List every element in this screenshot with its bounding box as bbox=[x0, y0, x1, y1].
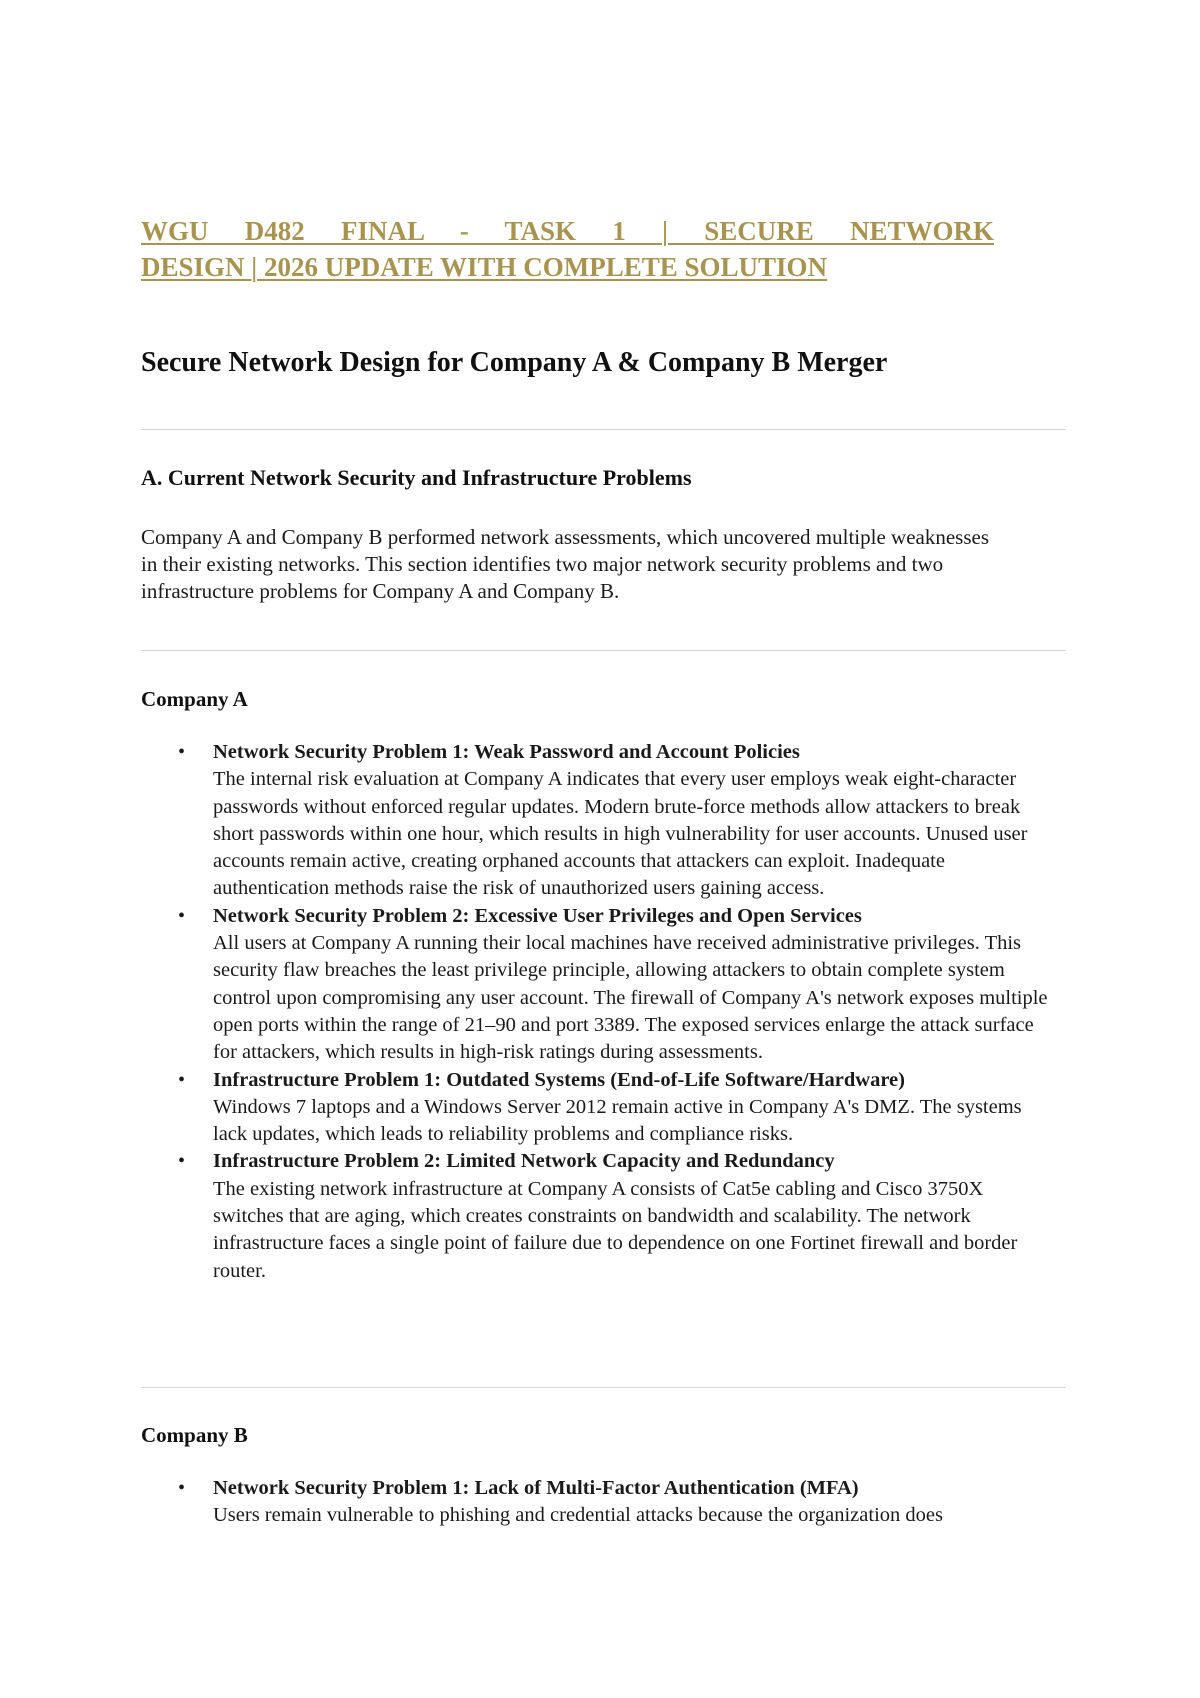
bullet-icon: • bbox=[178, 904, 186, 927]
section-divider bbox=[141, 650, 1066, 651]
problem-description: All users at Company A running their local machines have received administrative privileges. This security flaw breaches the least privilege principle, allowing attackers to obtain complete system control upon compromising any user account. The firewall of Company A's network exposes multiple open ports within the range of 21–90 and port 3389. The exposed services enlarge the attack surface for attackers, which results in high-risk ratings during assessments. bbox=[213, 932, 1048, 1064]
list-item bbox=[141, 1475, 1066, 1530]
list-item bbox=[141, 1148, 1066, 1284]
problem-title: Infrastructure Problem 1: Outdated Systems (End-of-Life Software/Hardware) bbox=[213, 1068, 905, 1091]
section-divider bbox=[141, 429, 1066, 430]
problem-description: The existing network infrastructure at Company A consists of Cat5e cabling and Cisco 3750X switches that are aging, which creates constraints on bandwidth and scalability. The network infrastructure faces a single point of failure due to dependence on one Fortinet firewall and border router. bbox=[213, 1177, 1018, 1282]
document-title bbox=[141, 213, 994, 285]
section-a-intro: Company A and Company B performed network assessments, which uncovered multiple weaknesses in their existing networks. This section identifies two major network security problems and two infrastructure problems for Company A and Company B. bbox=[141, 525, 989, 603]
problem-title: Network Security Problem 1: Weak Password and Account Policies bbox=[213, 741, 800, 763]
company-a-problem-list bbox=[141, 739, 1066, 1285]
document-title-line-2: DESIGN | 2026 UPDATE WITH COMPLETE SOLUTION bbox=[141, 252, 828, 282]
list-item bbox=[141, 1067, 1066, 1149]
document-subtitle: Secure Network Design for Company A & Company B Merger bbox=[141, 347, 888, 378]
document-title-line-1: WGU D482 FINAL - TASK 1 | SECURE NETWORK bbox=[141, 216, 994, 246]
company-b-heading: Company B bbox=[141, 1423, 248, 1447]
bullet-icon: • bbox=[178, 1150, 186, 1173]
problem-title: Infrastructure Problem 2: Limited Network Capacity and Redundancy bbox=[213, 1150, 835, 1173]
problem-title: Network Security Problem 1: Lack of Multi-Factor Authentication (MFA) bbox=[213, 1477, 859, 1499]
bullet-icon: • bbox=[178, 1477, 186, 1499]
bullet-icon: • bbox=[178, 741, 186, 763]
company-a-heading: Company A bbox=[141, 687, 248, 711]
company-b-problem-list bbox=[141, 1475, 1066, 1530]
section-divider bbox=[141, 1387, 1066, 1388]
section-a-heading: A. Current Network Security and Infrastructure Problems bbox=[141, 465, 692, 490]
problem-description: Windows 7 laptops and a Windows Server 2012 remain active in Company A's DMZ. The systems lack updates, which leads to reliability problems and compliance risks. bbox=[213, 1095, 1022, 1146]
list-item bbox=[141, 903, 1066, 1067]
bullet-icon: • bbox=[178, 1068, 186, 1091]
problem-description: The internal risk evaluation at Company A indicates that every user employs weak eight-character passwords without enforced regular updates. Modern brute-force methods allow attackers to break short passwords within one hour, which results in high vulnerability for user accounts. Unused user accounts remain active, creating orphaned accounts that attackers can exploit. Inadequate authentication methods raise the risk of unauthorized users gaining access. bbox=[213, 768, 1028, 900]
problem-description: Users remain vulnerable to phishing and credential attacks because the organization does bbox=[213, 1504, 943, 1527]
list-item bbox=[141, 739, 1066, 903]
problem-title: Network Security Problem 2: Excessive User Privileges and Open Services bbox=[213, 904, 862, 927]
